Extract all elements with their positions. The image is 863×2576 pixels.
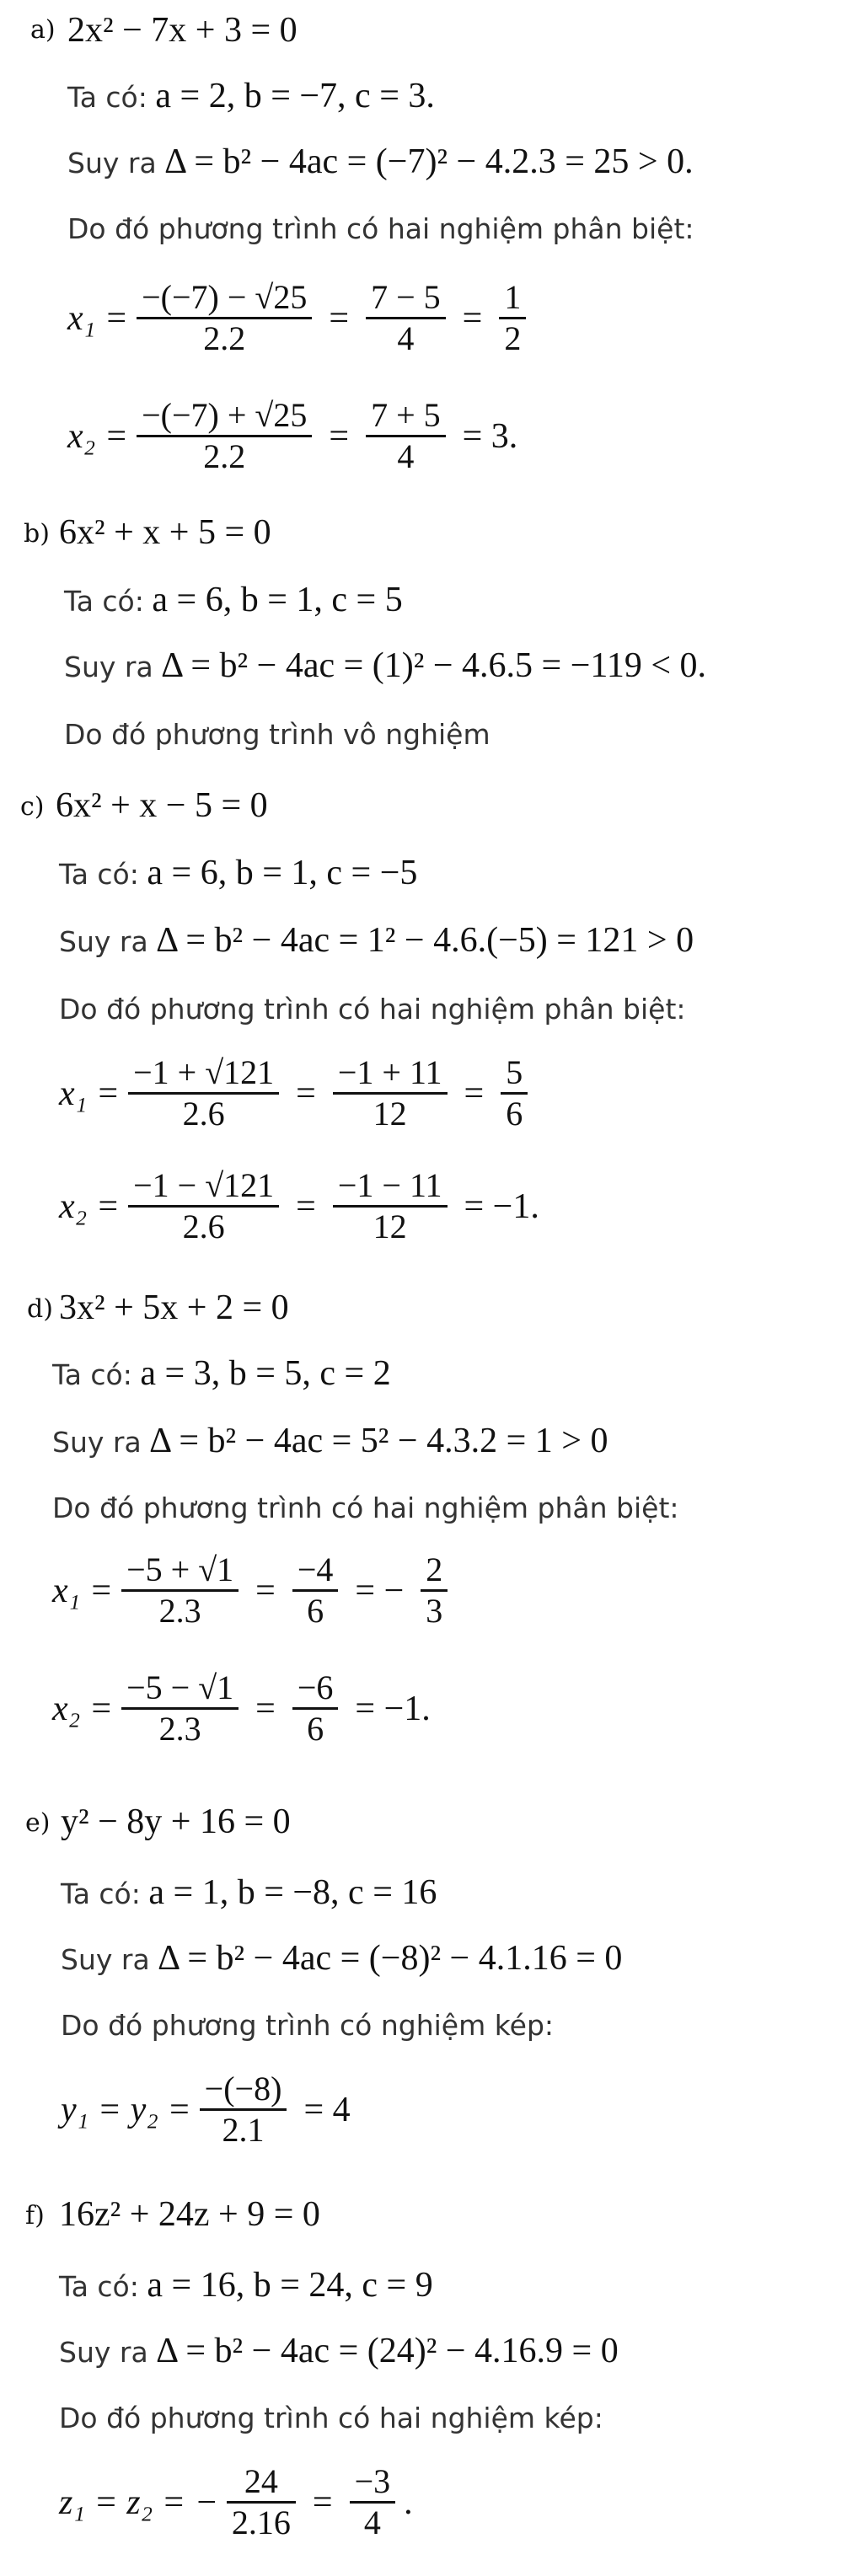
delta-prefix: Suy ra <box>59 925 148 958</box>
root-x1 <box>67 278 534 358</box>
equation: 2x² − 7x + 3 = 0 <box>67 11 297 50</box>
delta-formula: Δ = b² − 4ac = 5² − 4.3.2 = 1 > 0 <box>149 1422 608 1460</box>
numerator: 7 + 5 <box>371 396 441 434</box>
numerator: 24 <box>244 2462 278 2500</box>
delta-formula: Δ = b² − 4ac = (1)² − 4.6.5 = −119 < 0. <box>161 646 707 685</box>
conclusion: Do đó phương trình có hai nghiệm kép: <box>59 2402 603 2434</box>
result-tail: = −1. <box>355 1689 431 1728</box>
root-lhs: y₁ = y₂ = <box>61 2090 191 2129</box>
coefficients: a = 6, b = 1, c = 5 <box>152 581 403 619</box>
fraction <box>137 396 312 476</box>
denominator: 2.3 <box>158 1592 201 1630</box>
coefficients-line <box>61 1872 437 1913</box>
coefficients-line <box>52 1353 391 1394</box>
equals-sign: = <box>296 1186 316 1226</box>
part-label: f) <box>25 2201 45 2231</box>
part-label: c) <box>20 792 45 822</box>
denominator: 2.6 <box>182 1208 225 1245</box>
conclusion: Do đó phương trình có hai nghiệm phân biệt: <box>67 212 694 245</box>
fraction <box>137 278 312 358</box>
coefficients: a = 3, b = 5, c = 2 <box>140 1354 391 1393</box>
denominator: 2.2 <box>203 319 246 357</box>
delta-prefix: Suy ra <box>52 1426 142 1459</box>
denominator: 4 <box>397 437 415 475</box>
denominator: 6 <box>307 1592 324 1630</box>
numerator: −1 + √121 <box>133 1053 275 1091</box>
coefficients: a = 1, b = −8, c = 16 <box>148 1873 437 1912</box>
denominator: 2 <box>504 319 522 357</box>
fraction <box>366 278 446 358</box>
delta-prefix: Suy ra <box>67 147 157 179</box>
equals-sign: = <box>296 1074 316 1113</box>
equals-sign: = <box>329 298 350 338</box>
numerator: −5 + √1 <box>126 1550 234 1588</box>
denominator: 4 <box>397 319 415 357</box>
numerator: −5 − √1 <box>126 1668 234 1706</box>
result-tail: . <box>404 2482 413 2522</box>
numerator: −1 − 11 <box>337 1166 442 1204</box>
fraction <box>292 1668 339 1749</box>
coeff-prefix: Ta có: <box>52 1358 132 1391</box>
coeff-prefix: Ta có: <box>61 1877 141 1910</box>
delta-formula: Δ = b² − 4ac = (−7)² − 4.2.3 = 25 > 0. <box>164 142 694 181</box>
root-x2 <box>59 1166 548 1246</box>
denominator: 2.3 <box>158 1710 201 1748</box>
denominator: 3 <box>426 1592 443 1630</box>
root-x2 <box>67 396 526 476</box>
equals-sign: = <box>462 298 483 338</box>
root-lhs: x₂ = <box>52 1689 114 1728</box>
denominator: 12 <box>373 1095 407 1133</box>
numerator: 7 − 5 <box>371 278 441 316</box>
equals-sign: = <box>464 1074 485 1113</box>
equals-sign: = <box>312 2482 333 2522</box>
numerator: 1 <box>504 278 522 316</box>
equation: 6x² + x − 5 = 0 <box>56 786 268 825</box>
coefficients-line <box>59 853 417 893</box>
result-tail: = 3. <box>462 416 518 456</box>
root-lhs: x₁ = <box>52 1571 114 1610</box>
part-label: b) <box>24 519 50 549</box>
numerator: −6 <box>297 1668 334 1706</box>
coefficients-line <box>59 2265 433 2306</box>
equation: 16z² + 24z + 9 = 0 <box>59 2195 320 2234</box>
fraction <box>366 396 446 476</box>
delta-formula: Δ = b² − 4ac = 1² − 4.6.(−5) = 121 > 0 <box>156 921 694 960</box>
root-lhs: x₁ = <box>67 298 129 338</box>
root-lhs: x₂ = <box>59 1186 121 1226</box>
coefficients: a = 16, b = 24, c = 9 <box>147 2266 433 2305</box>
equals-minus-sign: = − <box>355 1571 405 1610</box>
root-lhs: z₁ = z₂ = − <box>59 2482 218 2522</box>
root-double <box>59 2462 413 2542</box>
delta-line <box>59 920 694 961</box>
coeff-prefix: Ta có: <box>59 2270 139 2303</box>
numerator: −1 − √121 <box>133 1166 275 1204</box>
numerator: 5 <box>506 1053 523 1091</box>
denominator: 4 <box>363 2504 381 2541</box>
equals-sign: = <box>255 1571 276 1610</box>
numerator: 2 <box>426 1550 443 1588</box>
delta-line <box>52 1421 608 1461</box>
numerator: −4 <box>297 1550 334 1588</box>
delta-line <box>59 2331 619 2371</box>
part-label: d) <box>27 1294 53 1324</box>
equation: 3x² + 5x + 2 = 0 <box>59 1288 289 1327</box>
equation: 6x² + x + 5 = 0 <box>59 513 271 552</box>
coefficients: a = 6, b = 1, c = −5 <box>147 854 418 892</box>
numerator: −(−7) + √25 <box>142 396 308 434</box>
denominator: 2.16 <box>231 2504 291 2541</box>
numerator: −(−7) − √25 <box>142 278 308 316</box>
fraction <box>200 2070 287 2150</box>
fraction <box>128 1053 279 1133</box>
part-label: a) <box>30 15 56 45</box>
root-double <box>61 2070 359 2150</box>
fraction <box>121 1668 239 1749</box>
fraction <box>292 1550 339 1631</box>
delta-line <box>64 645 706 686</box>
fraction <box>333 1166 448 1246</box>
conclusion: Do đó phương trình có nghiệm kép: <box>61 2009 555 2042</box>
delta-prefix: Suy ra <box>64 651 153 683</box>
numerator: −1 + 11 <box>337 1053 442 1091</box>
numerator: −3 <box>354 2462 391 2500</box>
coeff-prefix: Ta có: <box>67 81 147 114</box>
root-lhs: x₁ = <box>59 1074 121 1113</box>
result-tail: = −1. <box>464 1186 539 1226</box>
denominator: 12 <box>373 1208 407 1245</box>
denominator: 2.1 <box>222 2111 265 2149</box>
delta-prefix: Suy ra <box>61 1943 150 1976</box>
equation: y² − 8y + 16 = 0 <box>61 1802 291 1841</box>
conclusion: Do đó phương trình có hai nghiệm phân biệt: <box>59 993 686 1026</box>
numerator: −(−8) <box>204 2070 282 2107</box>
equals-sign: = <box>255 1689 276 1728</box>
result-tail: = 4 <box>303 2090 351 2129</box>
coeff-prefix: Ta có: <box>59 858 139 891</box>
denominator: 2.2 <box>203 437 246 475</box>
root-x1 <box>59 1053 536 1133</box>
conclusion: Do đó phương trình có hai nghiệm phân biệt: <box>52 1492 679 1524</box>
equals-sign: = <box>329 416 350 456</box>
fraction <box>121 1550 239 1631</box>
delta-prefix: Suy ra <box>59 2336 148 2369</box>
denominator: 2.6 <box>182 1095 225 1133</box>
fraction <box>227 2462 296 2542</box>
fraction <box>501 1053 528 1133</box>
fraction <box>333 1053 448 1133</box>
denominator: 6 <box>307 1710 324 1748</box>
root-x2 <box>52 1668 439 1749</box>
root-x1 <box>52 1550 456 1631</box>
conclusion: Do đó phương trình vô nghiệm <box>64 718 490 751</box>
fraction <box>499 278 526 358</box>
delta-line <box>61 1938 622 1979</box>
coeff-prefix: Ta có: <box>64 585 144 618</box>
root-lhs: x₂ = <box>67 416 129 456</box>
denominator: 6 <box>506 1095 523 1133</box>
coefficients-line <box>64 580 403 620</box>
fraction <box>421 1550 448 1631</box>
fraction <box>128 1166 279 1246</box>
fraction <box>350 2462 396 2542</box>
delta-line <box>67 142 694 182</box>
coefficients: a = 2, b = −7, c = 3. <box>155 77 435 115</box>
coefficients-line <box>67 76 435 116</box>
part-label: e) <box>25 1808 51 1838</box>
delta-formula: Δ = b² − 4ac = (24)² − 4.16.9 = 0 <box>156 2332 619 2370</box>
delta-formula: Δ = b² − 4ac = (−8)² − 4.1.16 = 0 <box>158 1939 623 1978</box>
